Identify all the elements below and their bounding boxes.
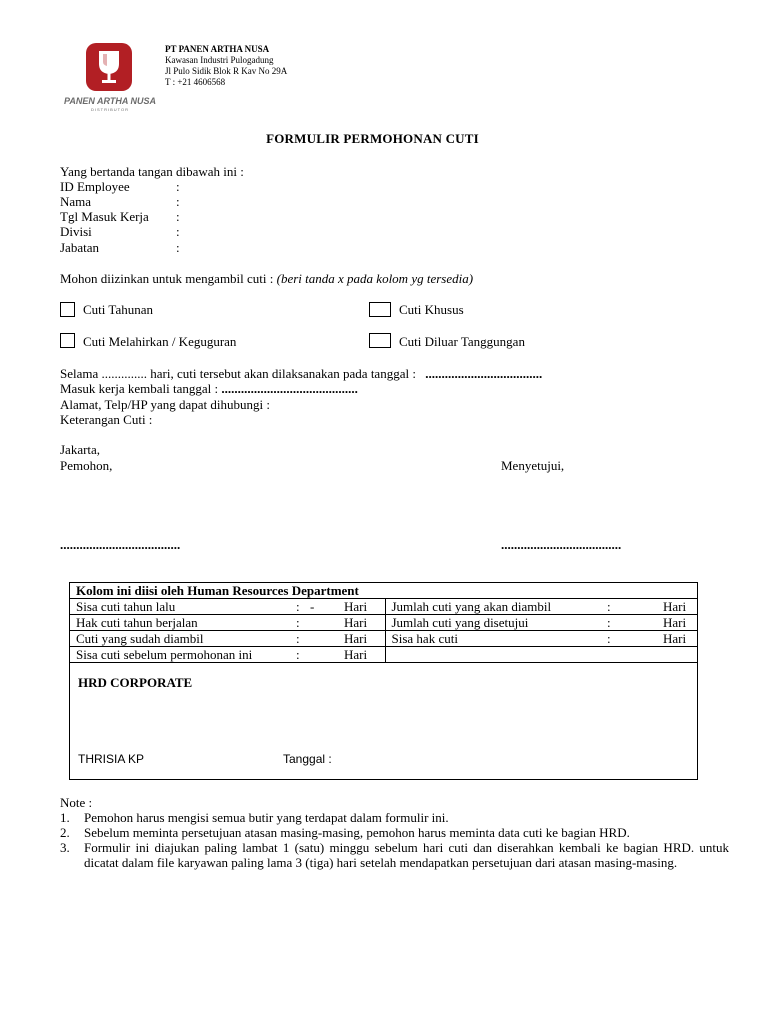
list-item bbox=[60, 810, 740, 825]
field-label: ID Employee bbox=[60, 179, 130, 194]
field-divisi bbox=[60, 224, 180, 239]
hr-left-sep: : bbox=[296, 647, 310, 663]
hr-right-sep bbox=[607, 647, 657, 663]
masuk-text: Masuk kerja kembali tanggal : bbox=[60, 381, 219, 396]
signature-pemohon: Pemohon, bbox=[60, 458, 113, 473]
selama-prefix: Selama bbox=[60, 366, 99, 381]
field-separator: : bbox=[176, 194, 180, 209]
checkbox-cuti-khusus[interactable] bbox=[369, 302, 391, 317]
hr-right-sep: : bbox=[607, 631, 657, 647]
request-text: Mohon diizinkan untuk mengambil cuti : bbox=[60, 271, 277, 286]
table-row bbox=[70, 599, 697, 615]
company-address-1: Kawasan Industri Pulogadung bbox=[165, 55, 274, 65]
hr-left-sep: : bbox=[296, 615, 310, 631]
list-item bbox=[60, 840, 729, 870]
note-text: Pemohon harus mengisi semua butir yang terdapat dalam formulir ini. bbox=[84, 810, 449, 825]
wine-glass-logo-icon bbox=[85, 42, 133, 92]
table-row bbox=[70, 631, 697, 647]
field-label: Divisi bbox=[60, 224, 92, 239]
field-label: Nama bbox=[60, 194, 92, 209]
table-row bbox=[70, 647, 697, 663]
keterangan-line: Keterangan Cuti : bbox=[60, 412, 153, 427]
notes-heading: Note : bbox=[60, 795, 93, 810]
field-nama bbox=[60, 194, 180, 209]
selama-days-blank[interactable]: .............. bbox=[101, 366, 148, 381]
field-separator: : bbox=[176, 209, 180, 224]
field-id-employee bbox=[60, 179, 180, 194]
field-separator: : bbox=[176, 224, 180, 239]
hr-right-label: Jumlah cuti yang akan diambil bbox=[385, 599, 607, 615]
field-jabatan bbox=[60, 240, 180, 255]
note-number: 2. bbox=[60, 825, 70, 840]
hr-heading-row bbox=[70, 583, 697, 599]
field-tgl-masuk-kerja bbox=[60, 209, 180, 224]
checkbox-cuti-diluar-tanggungan[interactable] bbox=[369, 333, 391, 348]
hr-left-value[interactable]: - bbox=[310, 599, 338, 615]
hr-left-sep: : bbox=[296, 599, 310, 615]
field-separator: : bbox=[176, 179, 180, 194]
note-text: Formulir ini diajukan paling lambat 1 (satu) minggu sebelum hari cuti dan diserahkan kembali ke bagian HRD. untuk dicatat dalam file karyawan paling lama 3 (tiga) hari setelah mendapatkan persetujuan dari atasan masing-masing. bbox=[84, 840, 729, 870]
company-name: PT PANEN ARTHA NUSA bbox=[165, 44, 270, 54]
option-label-cuti-tahunan: Cuti Tahunan bbox=[83, 302, 153, 317]
alamat-line: Alamat, Telp/HP yang dapat dihubungi : bbox=[60, 397, 270, 412]
request-line bbox=[60, 271, 473, 286]
field-label: Jabatan bbox=[60, 240, 99, 255]
hr-left-unit: Hari bbox=[338, 615, 385, 631]
hr-right-unit: Hari bbox=[657, 631, 697, 647]
option-label-cuti-melahirkan: Cuti Melahirkan / Keguguran bbox=[83, 334, 237, 349]
form-title: FORMULIR PERMOHONAN CUTI bbox=[266, 131, 479, 146]
checkbox-cuti-tahunan[interactable] bbox=[60, 302, 75, 317]
signature-city: Jakarta, bbox=[60, 442, 101, 457]
logo-caption: PANEN ARTHA NUSA bbox=[63, 96, 156, 106]
hr-right-unit: Hari bbox=[657, 599, 697, 615]
hr-left-value[interactable] bbox=[310, 647, 338, 663]
hr-right-unit: Hari bbox=[657, 615, 697, 631]
hr-left-unit: Hari bbox=[338, 631, 385, 647]
intro-text: Yang bertanda tangan dibawah ini : bbox=[60, 164, 244, 179]
hr-right-sep: : bbox=[607, 615, 657, 631]
option-label-cuti-khusus: Cuti Khusus bbox=[399, 302, 464, 317]
hr-heading: Kolom ini diisi oleh Human Resources Department bbox=[70, 583, 697, 599]
hr-table bbox=[70, 583, 697, 663]
notes-list bbox=[60, 810, 740, 870]
hr-left-label: Hak cuti tahun berjalan bbox=[70, 615, 296, 631]
hr-section bbox=[69, 582, 698, 780]
company-info bbox=[165, 44, 287, 88]
table-row bbox=[70, 615, 697, 631]
hrd-corporate-label: HRD CORPORATE bbox=[78, 675, 193, 690]
hr-right-label: Sisa hak cuti bbox=[385, 631, 607, 647]
hrd-signatory-name: THRISIA KP bbox=[78, 752, 145, 766]
note-text: Sebelum meminta persetujuan atasan masing-masing, pemohon harus meminta data cuti ke bagian HRD. bbox=[84, 825, 630, 840]
checkbox-cuti-melahirkan[interactable] bbox=[60, 333, 75, 348]
hr-left-value[interactable] bbox=[310, 631, 338, 647]
request-hint: (beri tanda x pada kolom yg tersedia) bbox=[276, 271, 474, 286]
hr-left-sep: : bbox=[296, 631, 310, 647]
hr-left-label: Cuti yang sudah diambil bbox=[70, 631, 296, 647]
hr-right-unit bbox=[657, 647, 697, 663]
hr-left-label: Sisa cuti tahun lalu bbox=[70, 599, 296, 615]
signature-line-right: ..................................... bbox=[501, 537, 622, 552]
hr-left-label: Sisa cuti sebelum permohonan ini bbox=[70, 647, 296, 663]
company-logo bbox=[60, 42, 160, 114]
hr-left-unit: Hari bbox=[338, 599, 385, 615]
masuk-line bbox=[60, 381, 358, 396]
selama-date-blank[interactable]: .................................... bbox=[425, 366, 543, 381]
hr-right-label bbox=[385, 647, 607, 663]
logo-subcaption: DISTRIBUTOR bbox=[90, 107, 130, 112]
option-label-cuti-diluar-tanggungan: Cuti Diluar Tanggungan bbox=[399, 334, 525, 349]
list-item bbox=[60, 825, 740, 840]
note-number: 1. bbox=[60, 810, 70, 825]
signature-line-left: ..................................... bbox=[60, 537, 181, 552]
hrd-tanggal-label: Tanggal : bbox=[283, 752, 332, 766]
hr-left-value[interactable] bbox=[310, 615, 338, 631]
masuk-date-blank[interactable]: .......................................... bbox=[221, 381, 358, 396]
hr-right-sep: : bbox=[607, 599, 657, 615]
field-label: Tgl Masuk Kerja bbox=[60, 209, 149, 224]
note-number: 3. bbox=[60, 840, 70, 855]
signature-menyetujui: Menyetujui, bbox=[501, 458, 565, 473]
selama-line bbox=[60, 366, 542, 381]
hr-right-label: Jumlah cuti yang disetujui bbox=[385, 615, 607, 631]
company-address-2: Jl Pulo Sidik Blok R Kav No 29A bbox=[165, 66, 288, 76]
hr-left-unit: Hari bbox=[338, 647, 385, 663]
field-separator: : bbox=[176, 240, 180, 255]
selama-text: hari, cuti tersebut akan dilaksanakan pada tanggal : bbox=[150, 366, 416, 381]
company-phone: T : +21 4606568 bbox=[165, 77, 226, 87]
